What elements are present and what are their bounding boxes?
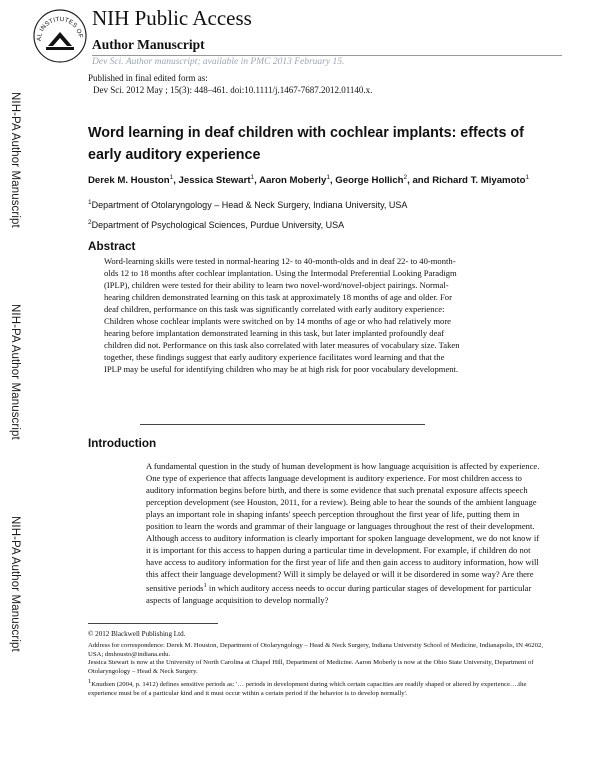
introduction-text: A fundamental question in the study of human development is how language acquisition is affected by experience. One type of experience that affects language development is auditory experience. For most children access to auditory information begins before birth, and there is some evidence that such prenatal exposure affects speech perception development (see Houston, 2011, for a review). Being able to hear the sounds of the ambient language plays an important role in shaping infants' speech perception throughout the first year of life, putting them in position to learn the words and grammar of their language or languages throughout the rest of their development. Although access to auditory information is clearly important for spoken language development, we do not know if it is important for this access to happen during a particular time in development. For example, if children do not have access to auditory information for the first year of life and then gain access to auditory information, how will this affect their language development? Will it simply be delayed or will it be disordered in some way? Are there sensitive periods [146,461,540,593]
banner-subtitle: Author Manuscript [92,37,205,52]
affiliation-text: Department of Otolaryngology – Head & Neck Surgery, Indiana University, USA [91,200,408,210]
abstract-body: Word-learning skills were tested in normal-hearing 12- to 40-month-olds and in deaf 22- to 40-month-olds 12 to 18 months after cochlear implantation. Using the Intermodal Preferential Looking Paradigm (IPLP), children were tested for their ability to learn two novel-word/novel-object pairings. Normal-hearing children demonstrated learning on this task at approximately 18 months of age and older. For deaf children, performance on this task was significantly correlated with early auditory experience: Children whose cochlear implants were switched on by 14 months of age or who had relatively more hearing before implantation demonstrated learning in this task, but later implanted profoundly deaf children did not. Performance on this task also correlated with later measures of vocabulary size. Taken together, these findings suggest that early auditory experience facilitates word learning and that the IPLP may be useful for identifying children who may be at high risk for poor vocabulary development. [104,256,460,374]
introduction-body [146,460,541,606]
paper-title: Word learning in deaf children with cochlear implants: effects of early auditory experience [88,125,524,163]
author-separator: , and [407,175,433,187]
sidebar-label-middle: NIH-PA Author Manuscript [9,304,21,440]
abstract-heading: Abstract [88,240,136,253]
affiliation-2 [88,219,344,230]
author-name: Aaron Moberly [259,175,327,187]
publication-citation: Dev Sci. 2012 May ; 15(3): 448–461. doi:10.1111/j.1467-7687.2012.01140.x. [93,85,373,95]
author-affiliation-marker: 1 [250,174,255,181]
sidebar-label-bottom: NIH-PA Author Manuscript [9,516,21,652]
correspondence-note [88,642,553,676]
author-affiliation-marker: 1 [525,174,530,181]
affiliation-marker: 2 [88,219,92,226]
author-affiliation-marker: 1 [326,174,330,181]
author-affiliation-marker: 1 [169,174,174,181]
author-affiliation-marker: 2 [403,174,408,181]
author-separator: , [173,175,179,187]
affiliation-1 [88,199,407,210]
published-label: Published in final edited form as: [88,73,208,83]
sidebar-label-top: NIH-PA Author Manuscript [9,92,21,228]
banner-divider [92,55,562,56]
abstract-divider [140,424,425,425]
footnote-reference[interactable]: 1 [203,582,207,589]
author-name: George Hollich [335,175,404,187]
logo-text: AL INSTITUTES OF [35,15,84,42]
footnote-text: Knudsen (2004, p. 1412) defines sensitive periods as: '… periods in development during which certain capacities are readily shaped or altered by experience….the experience must be of a particular kind and it must occur within a certain period if the behavior is to develop normally'. [88,681,527,697]
footnote-marker: 1 [88,678,92,685]
nih-logo [32,8,88,64]
correspondence-address: Address for correspondence: Derek M. Houston, Department of Otolaryngology – Head & Neck Surgery, Indiana University School of Medicine, Indianapolis, IN 46202, USA; dmhousto@indiana.edu. [88,642,544,658]
footnote-1 [88,678,553,698]
nih-seal-icon [32,8,88,64]
author-separator: , [329,175,336,187]
footnote-divider [88,623,218,624]
author-name: Jessica Stewart [178,175,251,187]
author-moves-note: Jessica Stewart is now at the University of North Carolina at Chapel Hill, Department of Medicine. Aaron Moberly is now at the Ohio State University, Department of Otolaryngology – Head & Neck Surgery. [88,659,534,675]
introduction-heading: Introduction [88,437,157,450]
introduction-text-continued: in which auditory access needs to occur during particular stages of development for particular aspects of language acquisition to develop normally? [146,582,532,605]
author-separator: , [254,175,260,187]
copyright-notice: © 2012 Blackwell Publishing Ltd. [88,630,186,638]
author-name: Derek M. Houston [88,175,170,187]
affiliation-text: Department of Psychological Sciences, Purdue University, USA [91,220,345,230]
author-name: Richard T. Miyamoto [432,175,526,187]
banner-title: NIH Public Access [92,6,252,30]
author-list [88,172,548,187]
availability-note: Dev Sci. Author manuscript; available in PMC 2013 February 15. [92,57,345,67]
affiliation-marker: 1 [88,199,92,206]
